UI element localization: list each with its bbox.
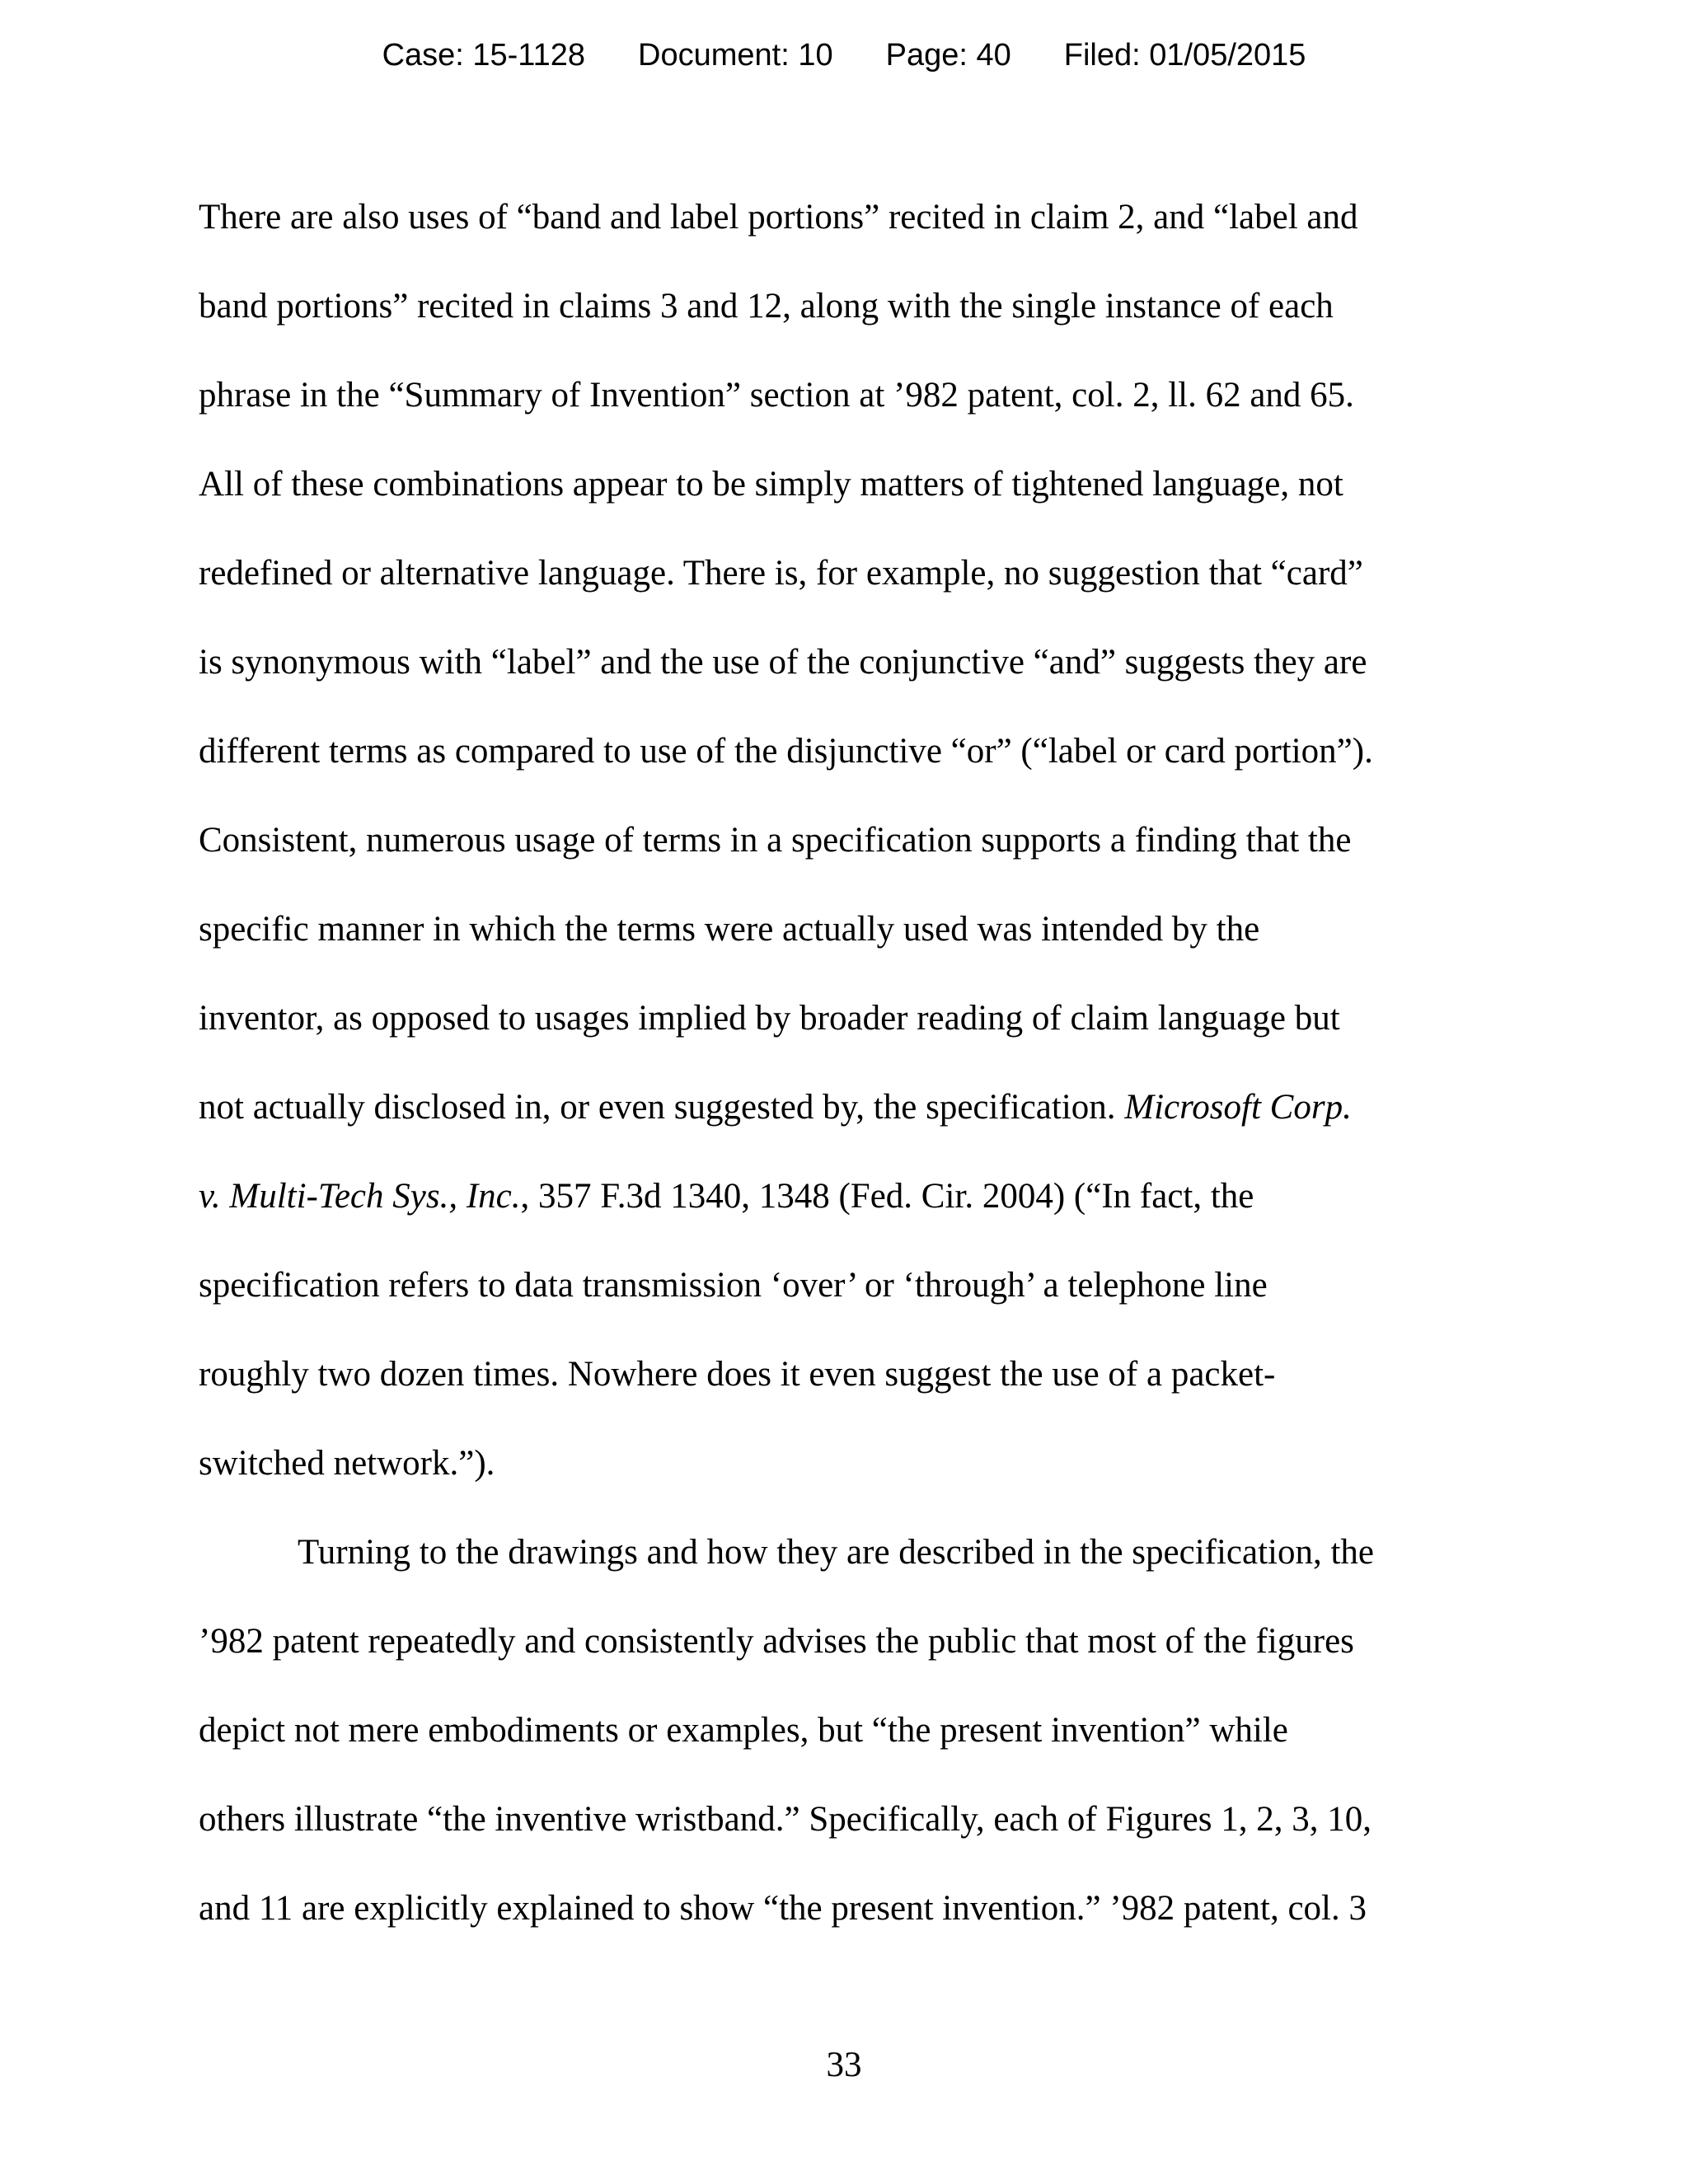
case-number: Case: 15-1128 bbox=[382, 38, 586, 73]
text-line-citation bbox=[199, 1172, 1254, 1221]
text-line: phrase in the “Summary of Invention” section at ’982 patent, col. 2, ll. 62 and 65. bbox=[199, 376, 1354, 415]
text-line: different terms as compared to use of the disjunctive “or” (“label or card portion”). bbox=[199, 732, 1373, 771]
filing-header bbox=[0, 36, 1688, 74]
text-line: band portions” recited in claims 3 and 12, along with the single instance of each bbox=[199, 287, 1334, 326]
text-line: specific manner in which the terms were actually used was intended by the bbox=[199, 910, 1260, 949]
text-line: is synonymous with “label” and the use of the conjunctive “and” suggests they are bbox=[199, 643, 1367, 682]
citation-lead-text: not actually disclosed in, or even suggested by, the specification. bbox=[199, 1088, 1125, 1127]
case-name-part-2: v. Multi-Tech Sys., Inc. bbox=[199, 1177, 521, 1216]
text-line: All of these combinations appear to be simply matters of tightened language, not bbox=[199, 465, 1343, 504]
text-line: and 11 are explicitly explained to show “the present invention.” ’982 patent, col. 3 bbox=[199, 1889, 1367, 1928]
paragraph-first-line: Turning to the drawings and how they are described in the specification, the bbox=[298, 1533, 1374, 1572]
document-number: Document: 10 bbox=[638, 38, 833, 73]
page-number: 33 bbox=[826, 2046, 862, 2084]
case-name-part-1: Microsoft Corp. bbox=[1124, 1088, 1352, 1127]
citation-reporter-text: , 357 F.3d 1340, 1348 (Fed. Cir. 2004) (“In fact, the bbox=[520, 1177, 1254, 1216]
text-line-citation-start bbox=[199, 1083, 1352, 1132]
header-page-number: Page: 40 bbox=[885, 38, 1011, 73]
text-line: others illustrate “the inventive wristband.” Specifically, each of Figures 1, 2, 3, 10, bbox=[199, 1800, 1372, 1839]
text-line: ’982 patent repeatedly and consistently advises the public that most of the figures bbox=[199, 1622, 1354, 1661]
text-line: specification refers to data transmission ‘over’ or ‘through’ a telephone line bbox=[199, 1266, 1268, 1305]
text-line: depict not mere embodiments or examples, but “the present invention” while bbox=[199, 1711, 1288, 1750]
filed-date: Filed: 01/05/2015 bbox=[1063, 38, 1306, 73]
text-line: There are also uses of “band and label portions” recited in claim 2, and “label and bbox=[199, 198, 1358, 237]
text-line: inventor, as opposed to usages implied by broader reading of claim language but bbox=[199, 999, 1340, 1038]
text-line: switched network.”). bbox=[199, 1444, 495, 1483]
text-line: roughly two dozen times. Nowhere does it even suggest the use of a packet- bbox=[199, 1355, 1276, 1394]
text-line: Consistent, numerous usage of terms in a specification supports a finding that the bbox=[199, 821, 1352, 860]
text-line: redefined or alternative language. There is, for example, no suggestion that “card” bbox=[199, 554, 1363, 593]
